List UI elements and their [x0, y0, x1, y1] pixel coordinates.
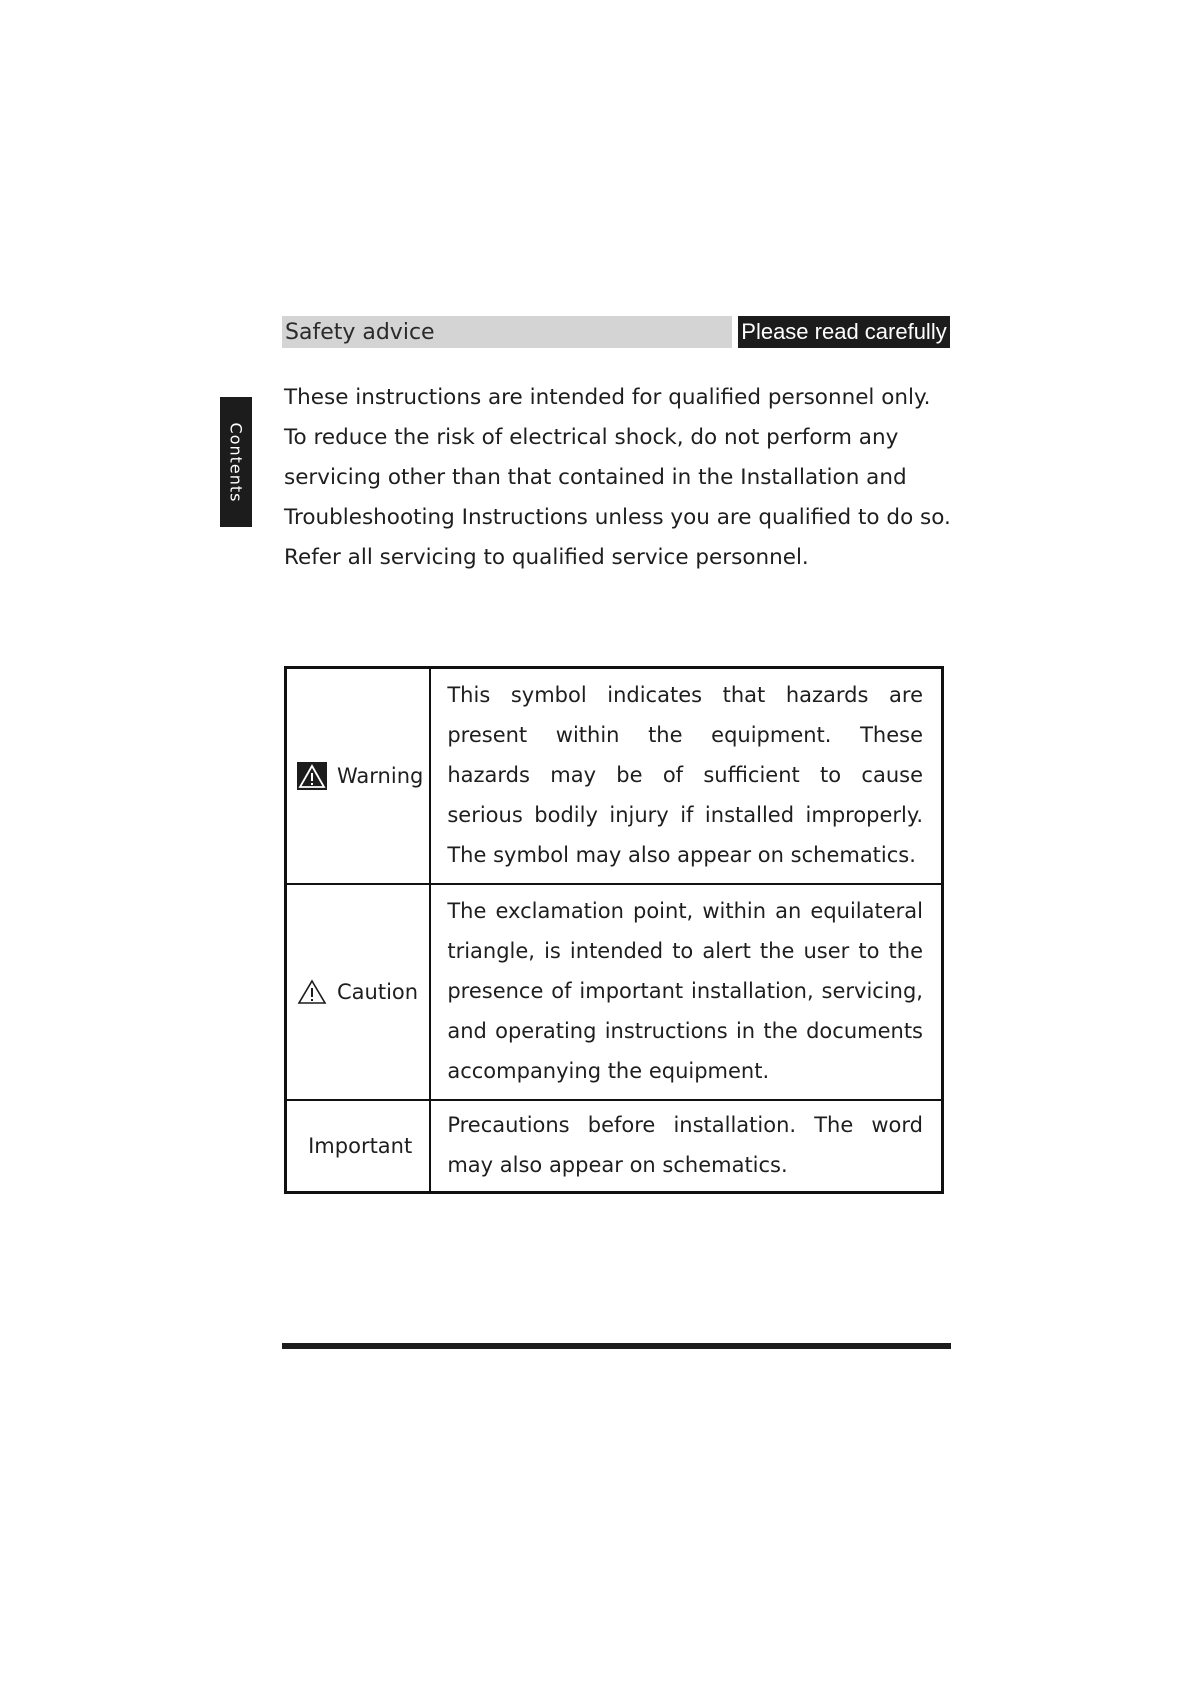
- bottom-divider: [282, 1343, 951, 1349]
- caution-description: The exclamation point, within an equilateral triangle, is intended to alert the user to the presence of important installation, servicing, and operating instructions in the documents accompanying the equipment.: [430, 884, 942, 1100]
- intro-line-1: These instructions are intended for qualified personnel only.: [284, 385, 931, 410]
- notice-badge: [738, 316, 950, 348]
- table-row-important: [286, 1100, 943, 1193]
- important-label-cell: [286, 1100, 431, 1193]
- table-row-warning: [286, 668, 943, 885]
- caution-label-cell: [286, 884, 431, 1100]
- symbol-table: [284, 666, 944, 1194]
- section-title: Safety advice: [285, 319, 435, 345]
- warning-filled-triangle-icon: [297, 762, 327, 790]
- table-row-caution: [286, 884, 943, 1100]
- intro-paragraph: [284, 378, 964, 578]
- warning-label-cell: [286, 668, 431, 885]
- important-label: Important: [308, 1134, 413, 1158]
- notice-text: Please read carefully: [741, 319, 947, 344]
- caution-outline-triangle-icon: [297, 978, 327, 1006]
- warning-description: This symbol indicates that hazards are present within the equipment. These hazards may be of sufficient to cause serious bodily injury if installed improperly. The symbol may also appear on schematics.: [430, 668, 942, 885]
- warning-label: Warning: [337, 764, 424, 788]
- side-tab-label: Contents: [226, 422, 246, 502]
- important-description: Precautions before installation. The word may also appear on schematics.: [430, 1100, 942, 1193]
- section-title-bar: [282, 316, 732, 348]
- side-tab-contents[interactable]: [220, 397, 252, 527]
- intro-line-2: To reduce the risk of electrical shock, do not perform any servicing other than that contained in the Installation and Troubleshooting Instructions unless you are qualified to do so. Refer all servicing to qualified service personnel.: [284, 425, 951, 570]
- caution-label: Caution: [337, 980, 419, 1004]
